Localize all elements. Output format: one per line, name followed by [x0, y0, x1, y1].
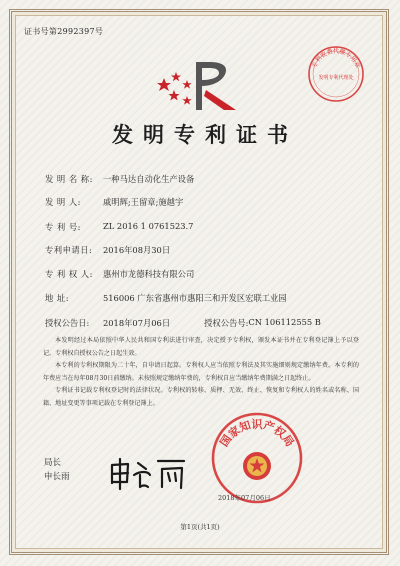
stamp-text: 专利收费代缴专用章	[311, 48, 361, 70]
svg-text:国家知识产权局	[217, 417, 297, 449]
grant-row	[45, 317, 321, 329]
page-title: 发明专利证书	[112, 122, 298, 147]
field-label: 地 址:	[45, 293, 70, 303]
field-label: 发 明 人:	[45, 197, 81, 207]
grant-number-value: CN 106112555 B	[248, 317, 321, 327]
invention-name-value: 一种马达自动化生产设备	[103, 174, 195, 184]
grant-date-value: 2018年07月06日	[103, 318, 171, 328]
director-block	[44, 456, 70, 484]
inventor-value: 戚明辉;王留章;施越宇	[103, 197, 184, 207]
director-name: 申长雨	[44, 472, 70, 482]
patentee-value: 惠州市龙德科技有限公司	[103, 269, 195, 279]
address-value: 516006 广东省惠州市惠阳三和开发区宏联工业园	[103, 293, 287, 303]
fee-payment-stamp	[306, 44, 366, 104]
invention-name-row	[45, 173, 194, 185]
seal-date: 2018年07月06日	[218, 494, 271, 502]
field-label: 专 利 权 人:	[45, 269, 93, 279]
svg-text:专利收费代缴专用章	[310, 47, 362, 69]
grant-date-label: 授权公告日:	[45, 318, 90, 328]
certificate-body	[43, 335, 359, 411]
patent-number-value: ZL 2016 1 0761523.7	[103, 221, 194, 231]
body-paragraph: 本专利的专利权期限为二十年，自申请日起算。专利权人应当依照专利法及其实施细则规定缴纳年费。本专利的年费应当在每年08月30日前缴纳。未按照规定缴纳年费的，专利权自应当缴纳年费期满之日起终止。	[43, 362, 359, 382]
director-title: 局长	[44, 458, 62, 468]
filing-date-row	[45, 244, 170, 256]
patentee-row	[45, 268, 194, 280]
address-row	[45, 292, 287, 304]
inventor-row	[45, 196, 183, 208]
seal-text: 国家知识产权局	[217, 418, 297, 450]
page-number: 第1页(共1页)	[180, 523, 220, 531]
director-signature	[104, 455, 190, 491]
national-emblem-icon	[243, 452, 271, 480]
field-label: 专利申请日:	[45, 245, 93, 255]
grant-number-label: 授权公告号:	[204, 318, 249, 328]
stamp-subtext: 发明专利代理处	[318, 75, 354, 81]
national-ip-office-seal	[209, 410, 305, 506]
body-paragraph: 专利证书记载专利权登记时的法律状况。专利权的转移、质押、无效、终止、恢复和专利权人的姓名或名称、国籍、地址变更等事项记载在专利登记簿上。	[43, 387, 359, 407]
certificate-number: 证书号第2992397号	[24, 27, 104, 36]
filing-date-value: 2016年08月30日	[103, 245, 171, 255]
field-label: 专 利 号:	[45, 222, 81, 232]
field-label: 发 明 名 称:	[45, 174, 93, 184]
patent-number-row	[45, 221, 193, 233]
patent-office-emblem-icon	[154, 56, 246, 116]
body-paragraph: 本发明经过本局依照中华人民共和国专利法进行审查，决定授予专利权，颁发本证书并在专利登记簿上予以登记。专利权自授权公告之日起生效。	[43, 337, 359, 357]
